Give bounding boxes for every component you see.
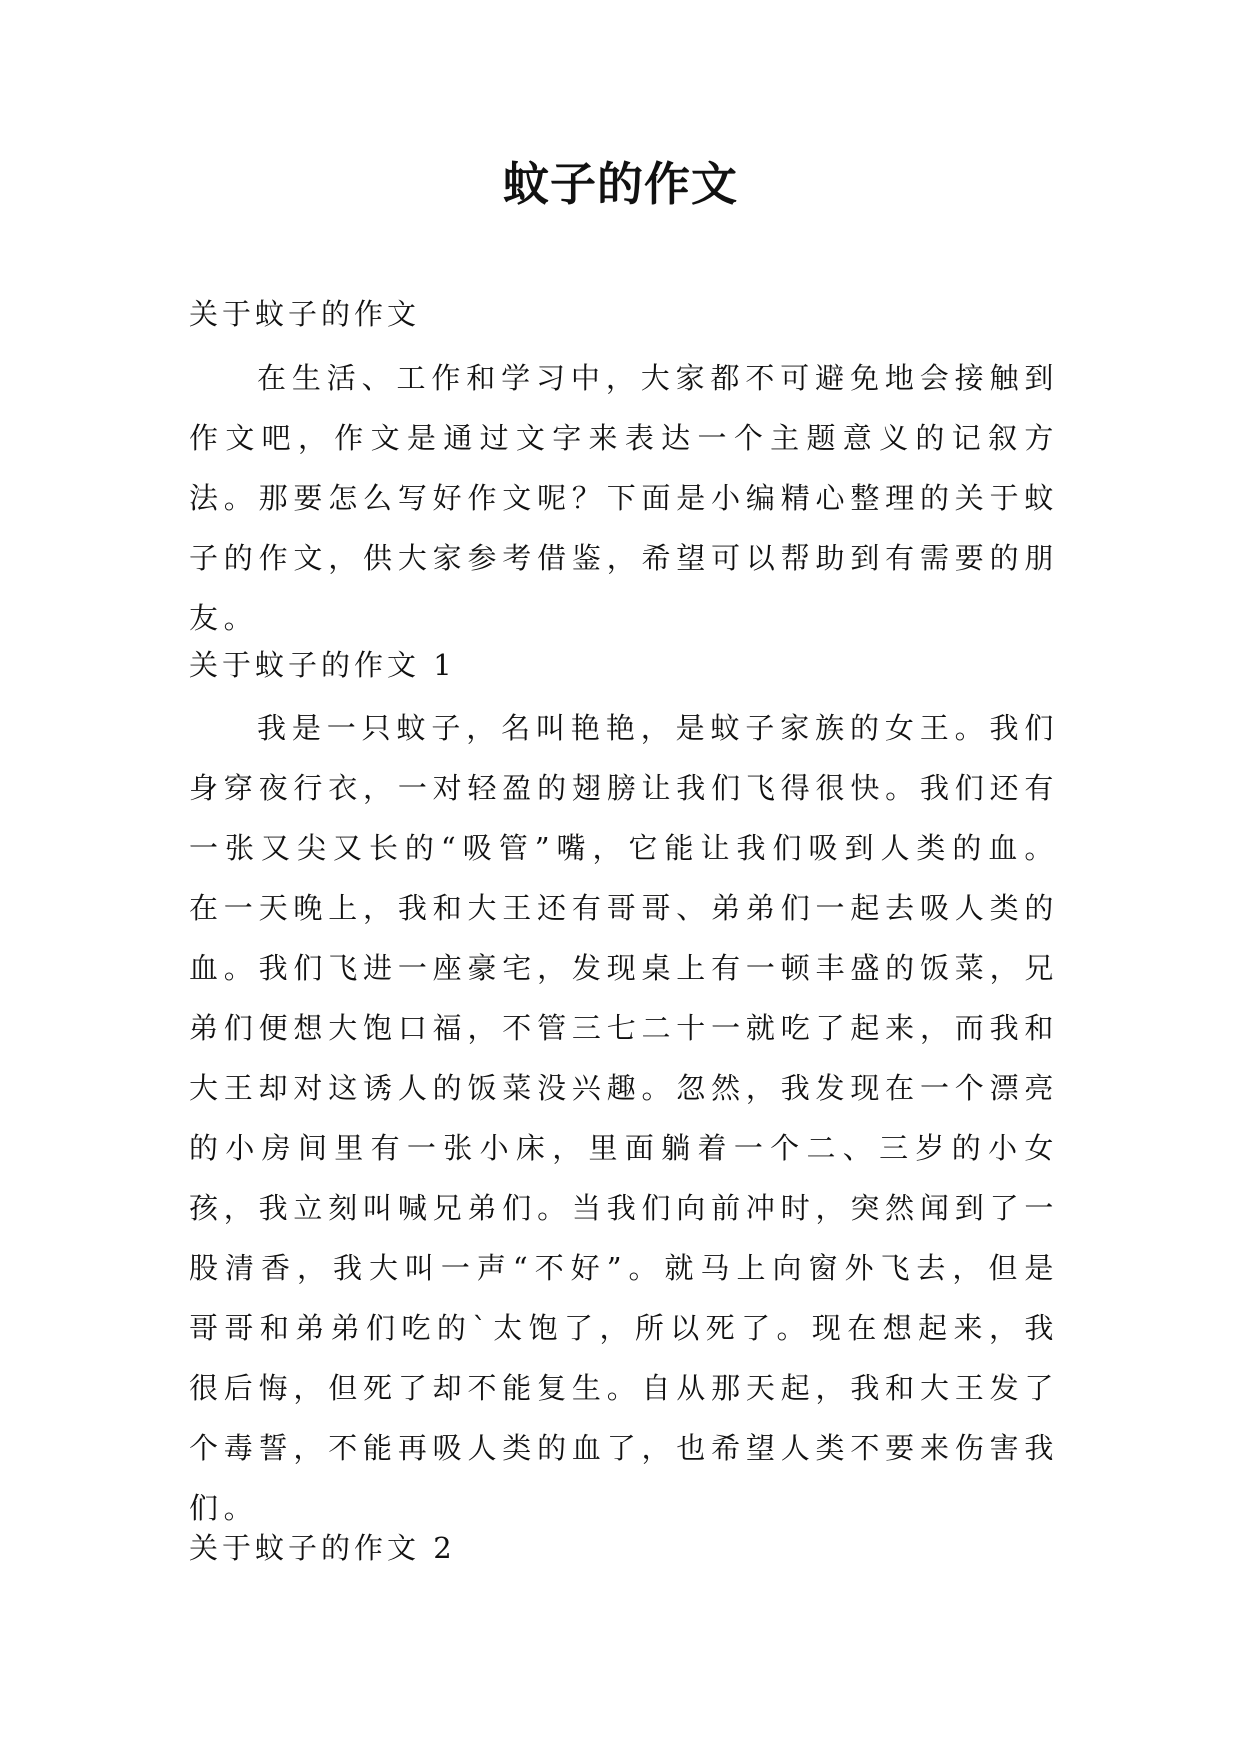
- intro-paragraph: 在生活、工作和学习中，大家都不可避免地会接触到作文吧，作文是通过文字来表达一个主题意义的记叙方法。那要怎么写好作文呢？下面是小编精心整理的关于蚊子的作文，供大家参考借鉴，希望可以帮助到有需要的朋友。: [189, 361, 1059, 635]
- section-heading-essay-2: 关于蚊子的作文 2: [189, 1531, 456, 1565]
- section-heading-essay-1: 关于蚊子的作文 1: [189, 648, 456, 682]
- section-heading-intro: 关于蚊子的作文: [189, 297, 421, 331]
- page-title: 蚊子的作文: [503, 157, 738, 211]
- essay-1-paragraph: 我是一只蚊子，名叫艳艳，是蚊子家族的女王。我们身穿夜行衣，一对轻盈的翅膀让我们飞得很快。我们还有一张又尖又长的“吸管”嘴，它能让我们吸到人类的血。在一天晚上，我和大王还有哥哥、弟弟们一起去吸人类的血。我们飞进一座豪宅，发现桌上有一顿丰盛的饭菜，兄弟们便想大饱口福，不管三七二十一就吃了起来，而我和大王却对这诱人的饭菜没兴趣。忽然，我发现在一个漂亮的小房间里有一张小床，里面躺着一个二、三岁的小女孩，我立刻叫喊兄弟们。当我们向前冲时，突然闻到了一股清香，我大叫一声“不好”。就马上向窗外飞去，但是哥哥和弟弟们吃的`太饱了，所以死了。现在想起来，我很后悔，但死了却不能复生。自从那天起，我和大王发了个毒誓，不能再吸人类的血了，也希望人类不要来伤害我们。: [189, 711, 1059, 1525]
